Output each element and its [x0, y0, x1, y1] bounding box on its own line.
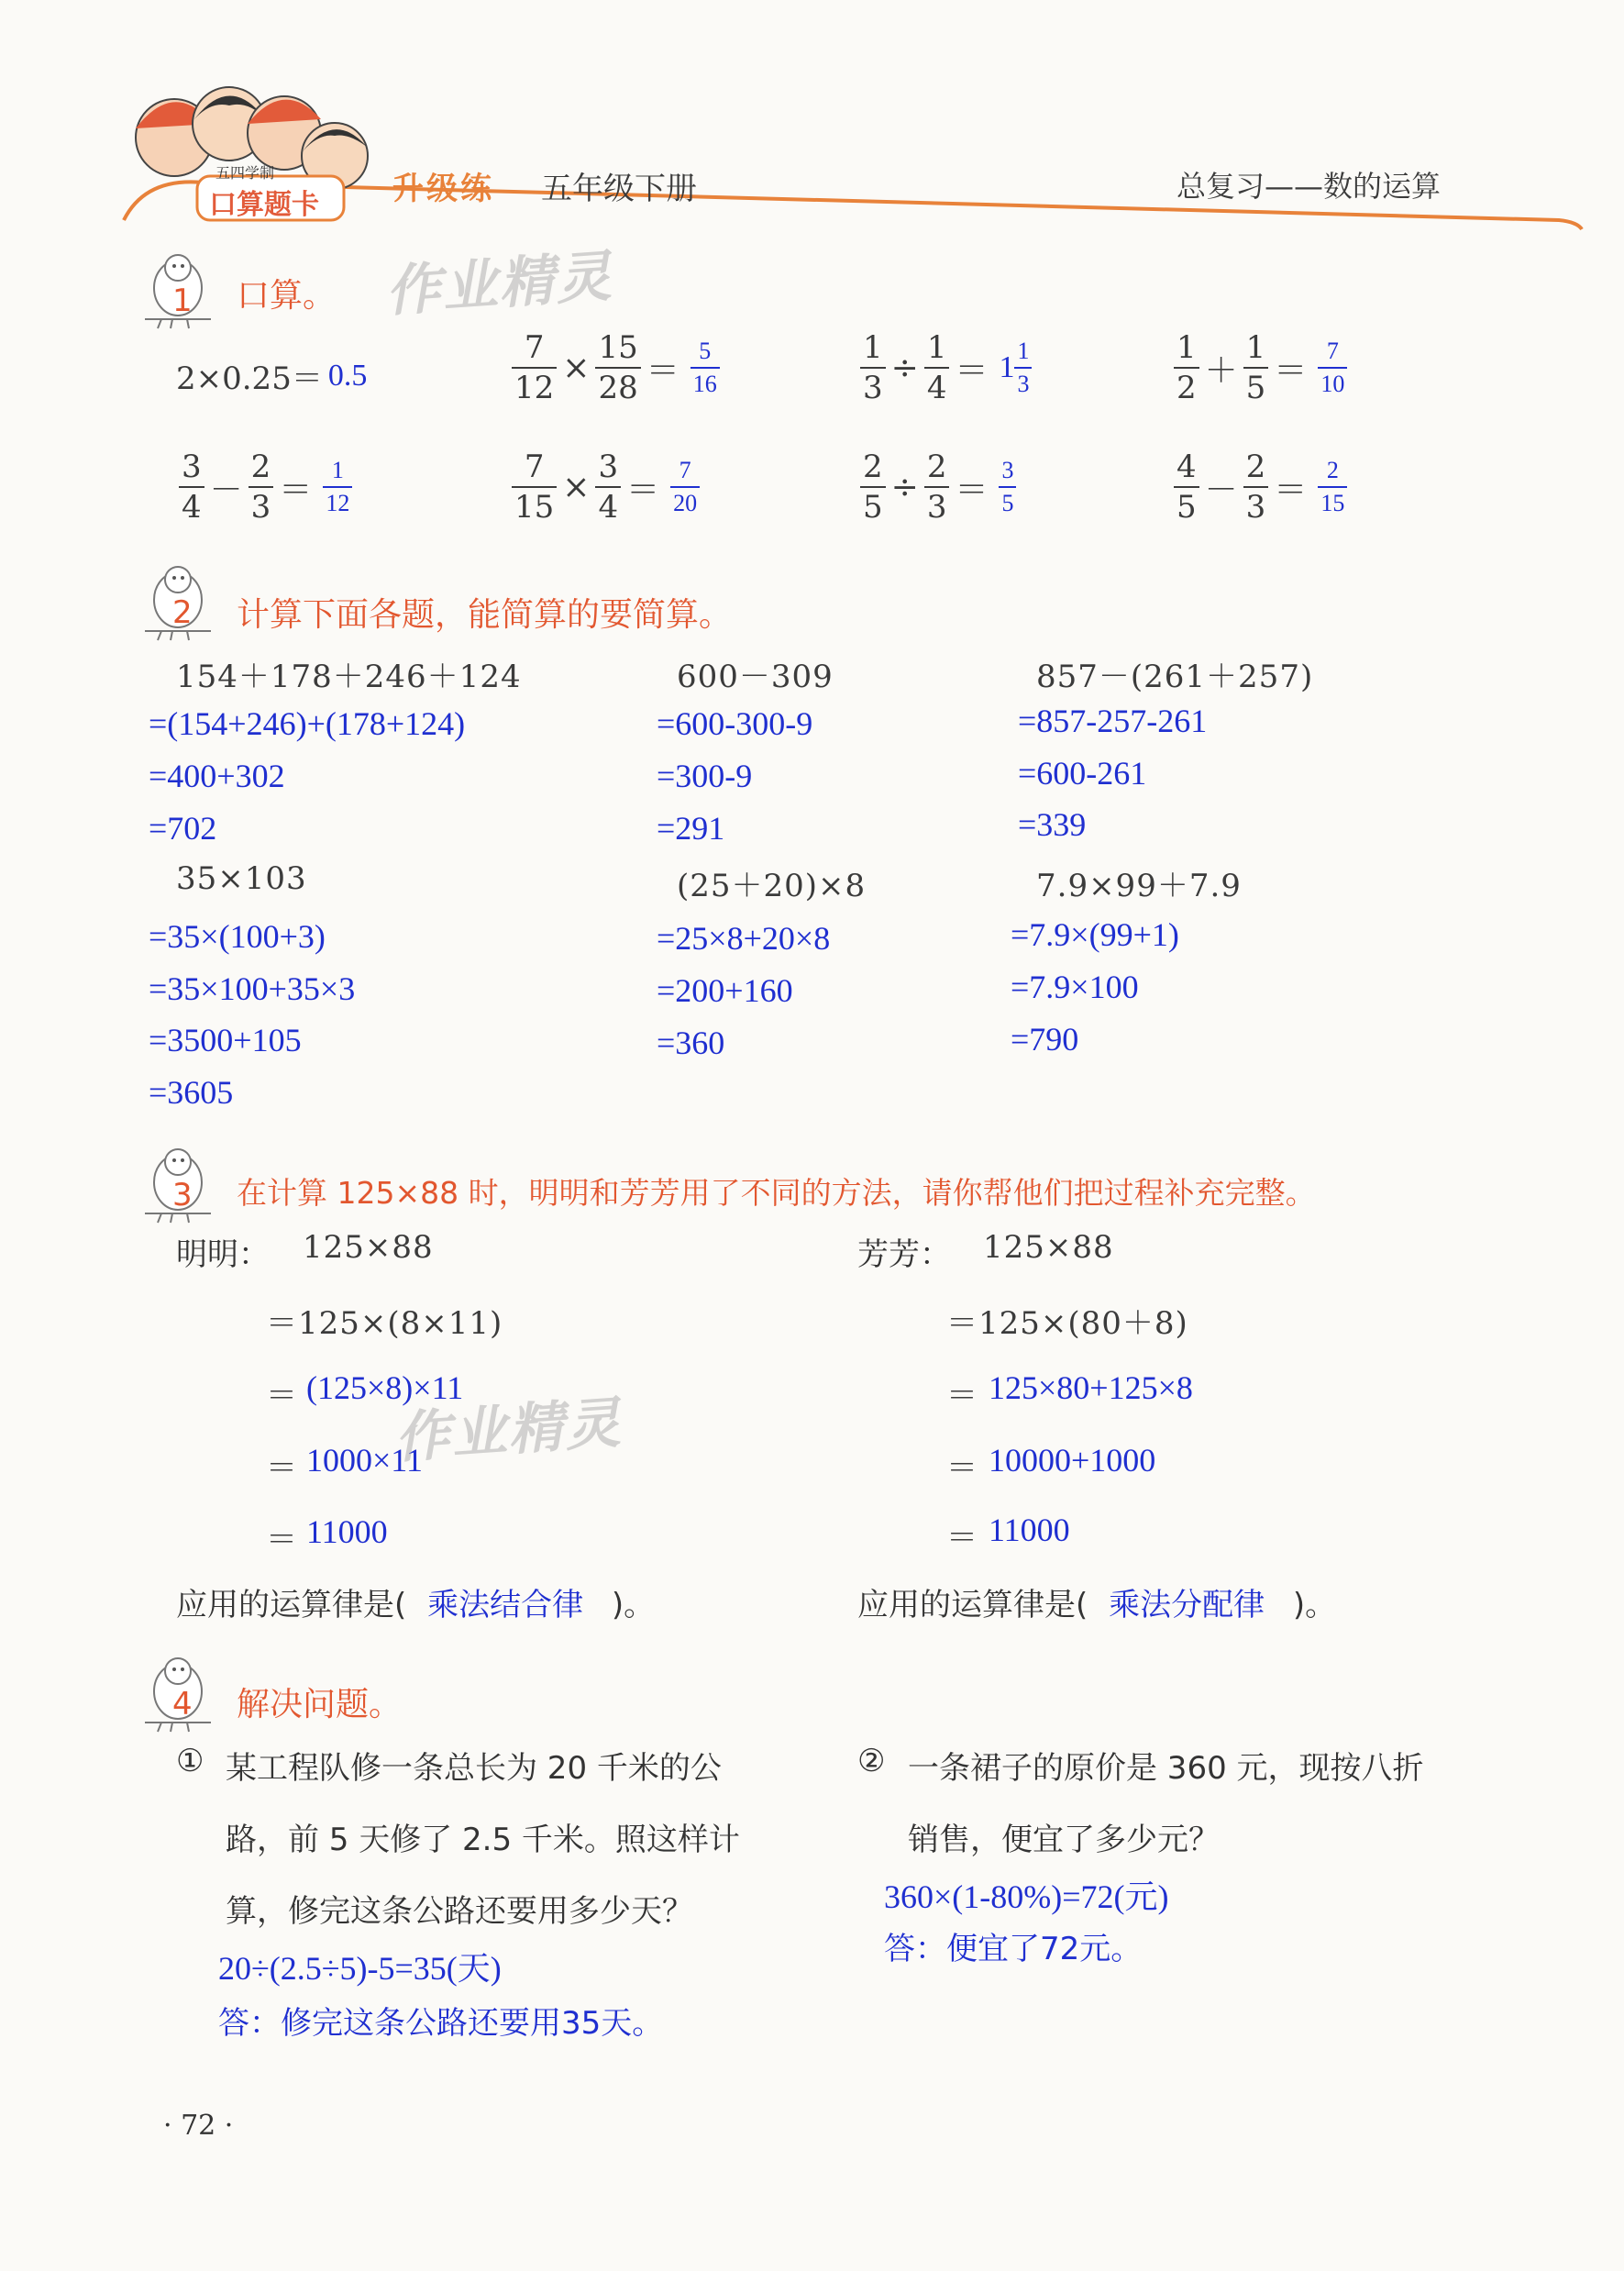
solution-step: =25×8+20×8 — [657, 920, 831, 957]
logo — [110, 73, 376, 229]
solution-step: =400+302 — [149, 758, 285, 794]
problem-question: 600－309 — [677, 659, 834, 695]
solution-calculation: 360×(1-80%)=72(元) — [884, 1878, 1169, 1915]
answer: 0.5 — [327, 358, 368, 393]
section-number: 3 — [172, 1177, 193, 1213]
equals-sign: ＝ — [266, 1378, 298, 1414]
solution-step: =291 — [657, 810, 725, 847]
problem-question: 7.9×99＋7.9 — [1036, 868, 1242, 904]
oral-item-7: $\frac{2}{5}$ ÷ $\frac{2}{3}$ ＝ $\frac{3}{5}$ — [860, 451, 1016, 523]
solution-step: =702 — [149, 810, 217, 847]
solution-step: =200+160 — [657, 972, 793, 1009]
oral-item-2: $\frac{7}{12}$ × $\frac{15}{28}$ ＝ $\frac{5}{16}$ — [512, 332, 720, 404]
solution-step: =(154+246)+(178+124) — [149, 705, 466, 742]
student-name: 芳芳： — [857, 1236, 951, 1273]
watermark: 作业精灵 — [383, 244, 615, 325]
question-text: 路，前 5 天修了 2.5 千米。照这样计 — [226, 1822, 740, 1858]
solution-step: =790 — [1011, 1021, 1079, 1058]
oral-item-1 — [176, 353, 367, 398]
law-answer: 乘法分配律 — [1109, 1587, 1265, 1623]
grade-label: 五年级下册 — [541, 171, 697, 207]
problem-question: 857－(261＋257) — [1036, 659, 1314, 695]
section-number: 2 — [172, 594, 193, 631]
problem-question: 35×103 — [176, 860, 307, 897]
solution-step: =360 — [657, 1025, 725, 1061]
question-number: ② — [857, 1743, 886, 1779]
problem-question: 125×88 — [303, 1229, 434, 1266]
filled-step: 11000 — [989, 1512, 1070, 1548]
problem-question: 125×88 — [983, 1229, 1114, 1266]
solution-step: =3500+105 — [149, 1022, 302, 1058]
solution-step: =857-257-261 — [1018, 703, 1208, 739]
question-text: 一条裙子的原价是 360 元，现按八折 — [908, 1750, 1424, 1787]
solution-step: =300-9 — [657, 758, 753, 794]
oral-item-4: $\frac{1}{2}$ ＋ $\frac{1}{5}$ ＝ $\frac{7}{10}$ — [1174, 332, 1347, 404]
section-4-title: 解决问题。 — [237, 1686, 403, 1723]
watermark: 作业精灵 — [392, 1390, 624, 1471]
problem-question: (25＋20)×8 — [677, 868, 867, 904]
solution-step: =7.9×(99+1) — [1011, 916, 1179, 953]
filled-step: 11000 — [306, 1513, 388, 1550]
series-name: 升级练 — [392, 171, 494, 207]
oral-item-8: $\frac{4}{5}$ － $\frac{2}{3}$ ＝ $\frac{2}{15}$ — [1174, 451, 1347, 523]
equals-sign: ＝ — [266, 1522, 298, 1558]
oral-item-6: $\frac{7}{15}$ × $\frac{3}{4}$ ＝ $\frac{7}{20}$ — [512, 451, 700, 523]
solution-answer: 答：便宜了72元。 — [884, 1931, 1143, 1967]
equals-sign: ＝ — [946, 1520, 978, 1556]
oral-item-3: $\frac{1}{3}$ ÷ $\frac{1}{4}$ ＝ 1 $\frac{1}{3}$ — [860, 332, 1032, 404]
filled-step: 1000×11 — [306, 1442, 423, 1479]
logo-title: 口算题卡 — [209, 189, 319, 221]
filled-step: (125×8)×11 — [306, 1369, 464, 1406]
equals-sign: ＝ — [266, 1450, 298, 1487]
section-number: 4 — [172, 1686, 193, 1723]
law-prompt: 应用的运算律是( 乘法分配律 )。 — [857, 1587, 1337, 1623]
section-4-header — [136, 1651, 220, 1739]
solution-step: =7.9×100 — [1011, 969, 1139, 1005]
filled-step: 10000+1000 — [989, 1442, 1156, 1479]
solution-answer: 答：修完这条公路还要用35天。 — [218, 2005, 664, 2042]
section-2-title: 计算下面各题，能简算的要简算。 — [237, 596, 733, 634]
question-text: 某工程队修一条总长为 20 千米的公 — [226, 1750, 722, 1787]
section-1-header — [136, 248, 220, 336]
law-answer: 乘法结合律 — [427, 1587, 584, 1623]
expression: 2×0.25＝ — [176, 360, 323, 397]
solution-step: =600-261 — [1018, 755, 1147, 792]
problem-question: 154＋178＋246＋124 — [176, 659, 522, 695]
equals-sign: ＝ — [946, 1450, 978, 1487]
solution-step: =35×100+35×3 — [149, 970, 356, 1007]
law-prompt: 应用的运算律是( 乘法结合律 )。 — [176, 1587, 656, 1623]
solution-step: =600-300-9 — [657, 705, 813, 742]
given-step: ＝125×(80＋8) — [946, 1305, 1188, 1342]
section-3-title: 在计算 125×88 时，明明和芳芳用了不同的方法，请你帮他们把过程补充完整。 — [237, 1175, 1316, 1211]
chapter-topic: 总复习——数的运算 — [1176, 169, 1441, 204]
solution-calculation: 20÷(2.5÷5)-5=35(天) — [218, 1950, 502, 1987]
solution-step: =339 — [1018, 806, 1087, 843]
section-number: 1 — [172, 282, 193, 319]
oral-item-5: $\frac{3}{4}$ － $\frac{2}{3}$ ＝ $\frac{1}{12}$ — [179, 451, 352, 523]
question-text: 算，修完这条公路还要用多少天？ — [226, 1893, 693, 1930]
page-number: · 72 · — [163, 2110, 234, 2142]
given-step: ＝125×(8×11) — [266, 1305, 503, 1342]
section-2-header — [136, 559, 220, 648]
solution-step: =35×(100+3) — [149, 918, 326, 955]
solution-step: =3605 — [149, 1074, 234, 1111]
equals-sign: ＝ — [946, 1378, 978, 1414]
section-3-header — [136, 1142, 220, 1230]
section-1-title: 口算。 — [237, 277, 337, 315]
question-text: 销售，便宜了多少元？ — [908, 1822, 1220, 1858]
student-name: 明明： — [176, 1236, 270, 1273]
question-number: ① — [176, 1743, 204, 1779]
logo-subtitle: 五四学制 — [215, 164, 275, 182]
filled-step: 125×80+125×8 — [989, 1369, 1193, 1406]
